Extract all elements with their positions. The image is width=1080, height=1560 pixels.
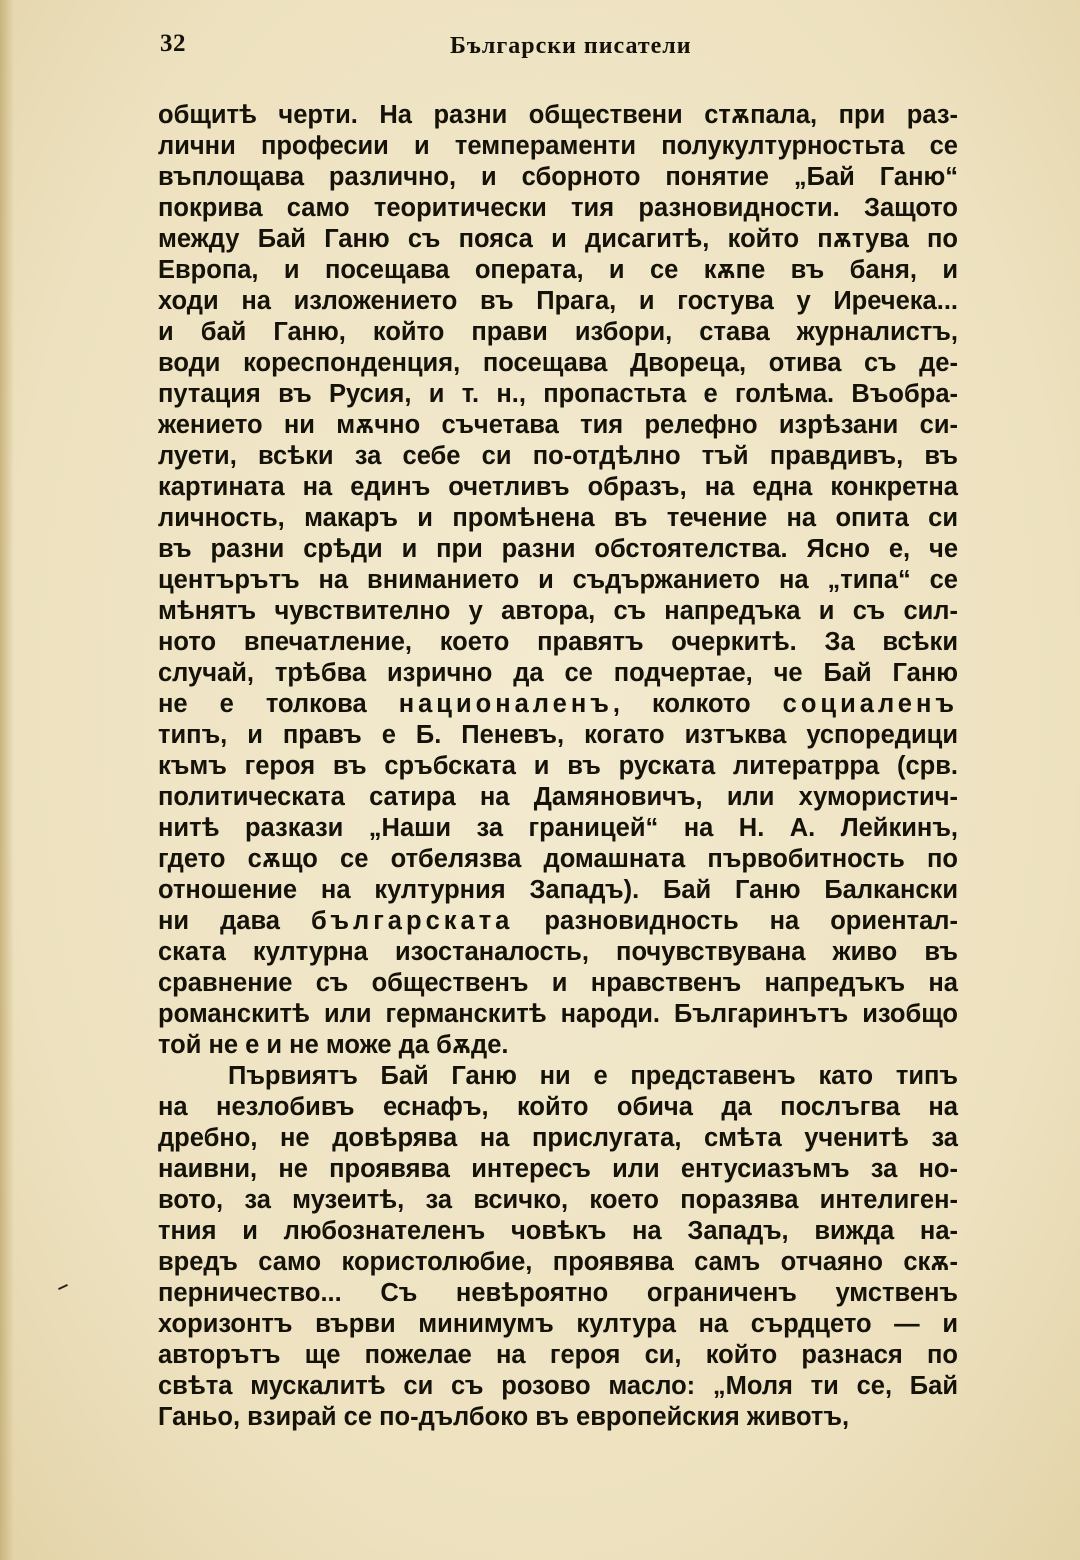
text-line: лични професии и темпераменти полукултурностьта се <box>158 132 958 160</box>
text-line: перничество... Съ невѣроятно ограниченъ умственъ <box>158 1279 958 1307</box>
text-line: отношение на културния Западъ). Бай Ганю Балкански <box>158 876 958 904</box>
body-text <box>158 100 958 1433</box>
text-line: типъ, и правъ е Б. Пеневъ, когато изтъква успоредици <box>158 721 958 749</box>
text-line: гдето сѫщо се отбелязва домашната първобитность по <box>158 845 958 873</box>
text-line: въплощава различно, и сборното понятие „Бай Ганю“ <box>158 163 958 191</box>
text-line: центърътъ на вниманието и съдържанието на „типа“ се <box>158 566 958 594</box>
text-line: общитѣ черти. На разни обществени стѫпала, при раз- <box>158 101 958 129</box>
text-line: вото, за музеитѣ, за всичко, което поразява интелиген- <box>158 1186 958 1214</box>
text-line: луети, всѣки за себе си по-отдѣлно тъй правдивъ, въ <box>158 442 958 470</box>
text-line: картината на единъ очетливъ образъ, на една конкретна <box>158 473 958 501</box>
text-line: Ганьо, взирай се по-дълбоко въ европейския животъ, <box>158 1403 850 1431</box>
emphasized-word: българската <box>310 907 514 935</box>
text-line: на незлобивъ еснафъ, който обича да послъгва на <box>158 1093 958 1121</box>
text-line: дребно, не довѣрява на прислугата, смѣта ученитѣ за <box>158 1124 958 1152</box>
text-line: и бай Ганю, който прави избори, става журналистъ, <box>158 318 958 346</box>
emphasized-word: социаленъ <box>782 690 958 718</box>
text-line: мѣнятъ чувствително у автора, съ напредъка и съ сил- <box>158 597 958 625</box>
page-header <box>160 30 960 70</box>
text-line: нитѣ разкази „Наши за границей“ на Н. А. Лейкинъ, <box>158 814 958 842</box>
text-line: политическата сатира на Дамяновичъ, или хумористич- <box>158 783 958 811</box>
text-line: покрива само теоритически тия разновидности. Защото <box>158 194 958 222</box>
text-line: тния и любознателенъ човѣкъ на Западъ, вижда на- <box>158 1217 958 1245</box>
running-title: Български писатели <box>450 33 692 59</box>
text-line: личность, макаръ и промѣнена въ течение на опита си <box>158 504 958 532</box>
text-line: путация въ Русия, и т. н., пропастьта е голѣма. Въобра- <box>158 380 958 408</box>
text-line: къмъ героя въ сръбската и въ руската литератрра (срв. <box>158 752 958 780</box>
text-line: хоризонтъ върви минимумъ култура на сърдцето — и <box>158 1310 958 1338</box>
text-line: той не е и не може да бѫде. <box>158 1031 509 1059</box>
text-line: ното впечатление, което правятъ очеркитѣ. За всѣки <box>158 628 958 656</box>
text-line: Първиятъ Бай Ганю ни е представенъ като типъ <box>228 1062 958 1090</box>
text-line: жението ни мѫчно съчетава тия релефно изрѣзани си- <box>158 411 958 439</box>
text-line: ската културна изостаналость, почувствувана живо въ <box>158 938 958 966</box>
text-line: вредъ само користолюбие, проявява самъ отчаяно скѫ- <box>158 1248 958 1276</box>
text-line: случай, трѣбва изрично да се подчертае, че Бай Ганю <box>158 659 958 687</box>
text-line: романскитѣ или германскитѣ народи. Българинътъ изобщо <box>158 1000 958 1028</box>
page-edge-shadow <box>0 0 14 1560</box>
text-line: ходи на изложението въ Прага, и гостува у Иречека... <box>158 287 958 315</box>
text-line: сравнение съ общественъ и нравственъ напредъкъ на <box>158 969 958 997</box>
text-line: свѣта мускалитѣ си съ розово масло: „Моля ти се, Бай <box>158 1372 958 1400</box>
text-line: не е толкова националенъ, колкото социаленъ <box>158 690 958 718</box>
text-line: авторътъ ще пожелае на героя си, който разнася по <box>158 1341 958 1369</box>
text-line: въ разни срѣди и при разни обстоятелства. Ясно е, че <box>158 535 958 563</box>
margin-pencil-mark <box>58 1284 68 1290</box>
text-line: ни дава българската разновидность на ориентал- <box>158 907 958 935</box>
text-line: Европа, и посещава операта, и се кѫпе въ баня, и <box>158 256 958 284</box>
text-line: между Бай Ганю съ пояса и дисагитѣ, който пѫтува по <box>158 225 958 253</box>
text-line: води кореспонденция, посещава Двореца, отива съ де- <box>158 349 958 377</box>
page-number: 32 <box>160 30 186 57</box>
text-line: наивни, не проявява интересъ или ентусиазъмъ за но- <box>158 1155 958 1183</box>
emphasized-word: националенъ <box>398 690 613 718</box>
